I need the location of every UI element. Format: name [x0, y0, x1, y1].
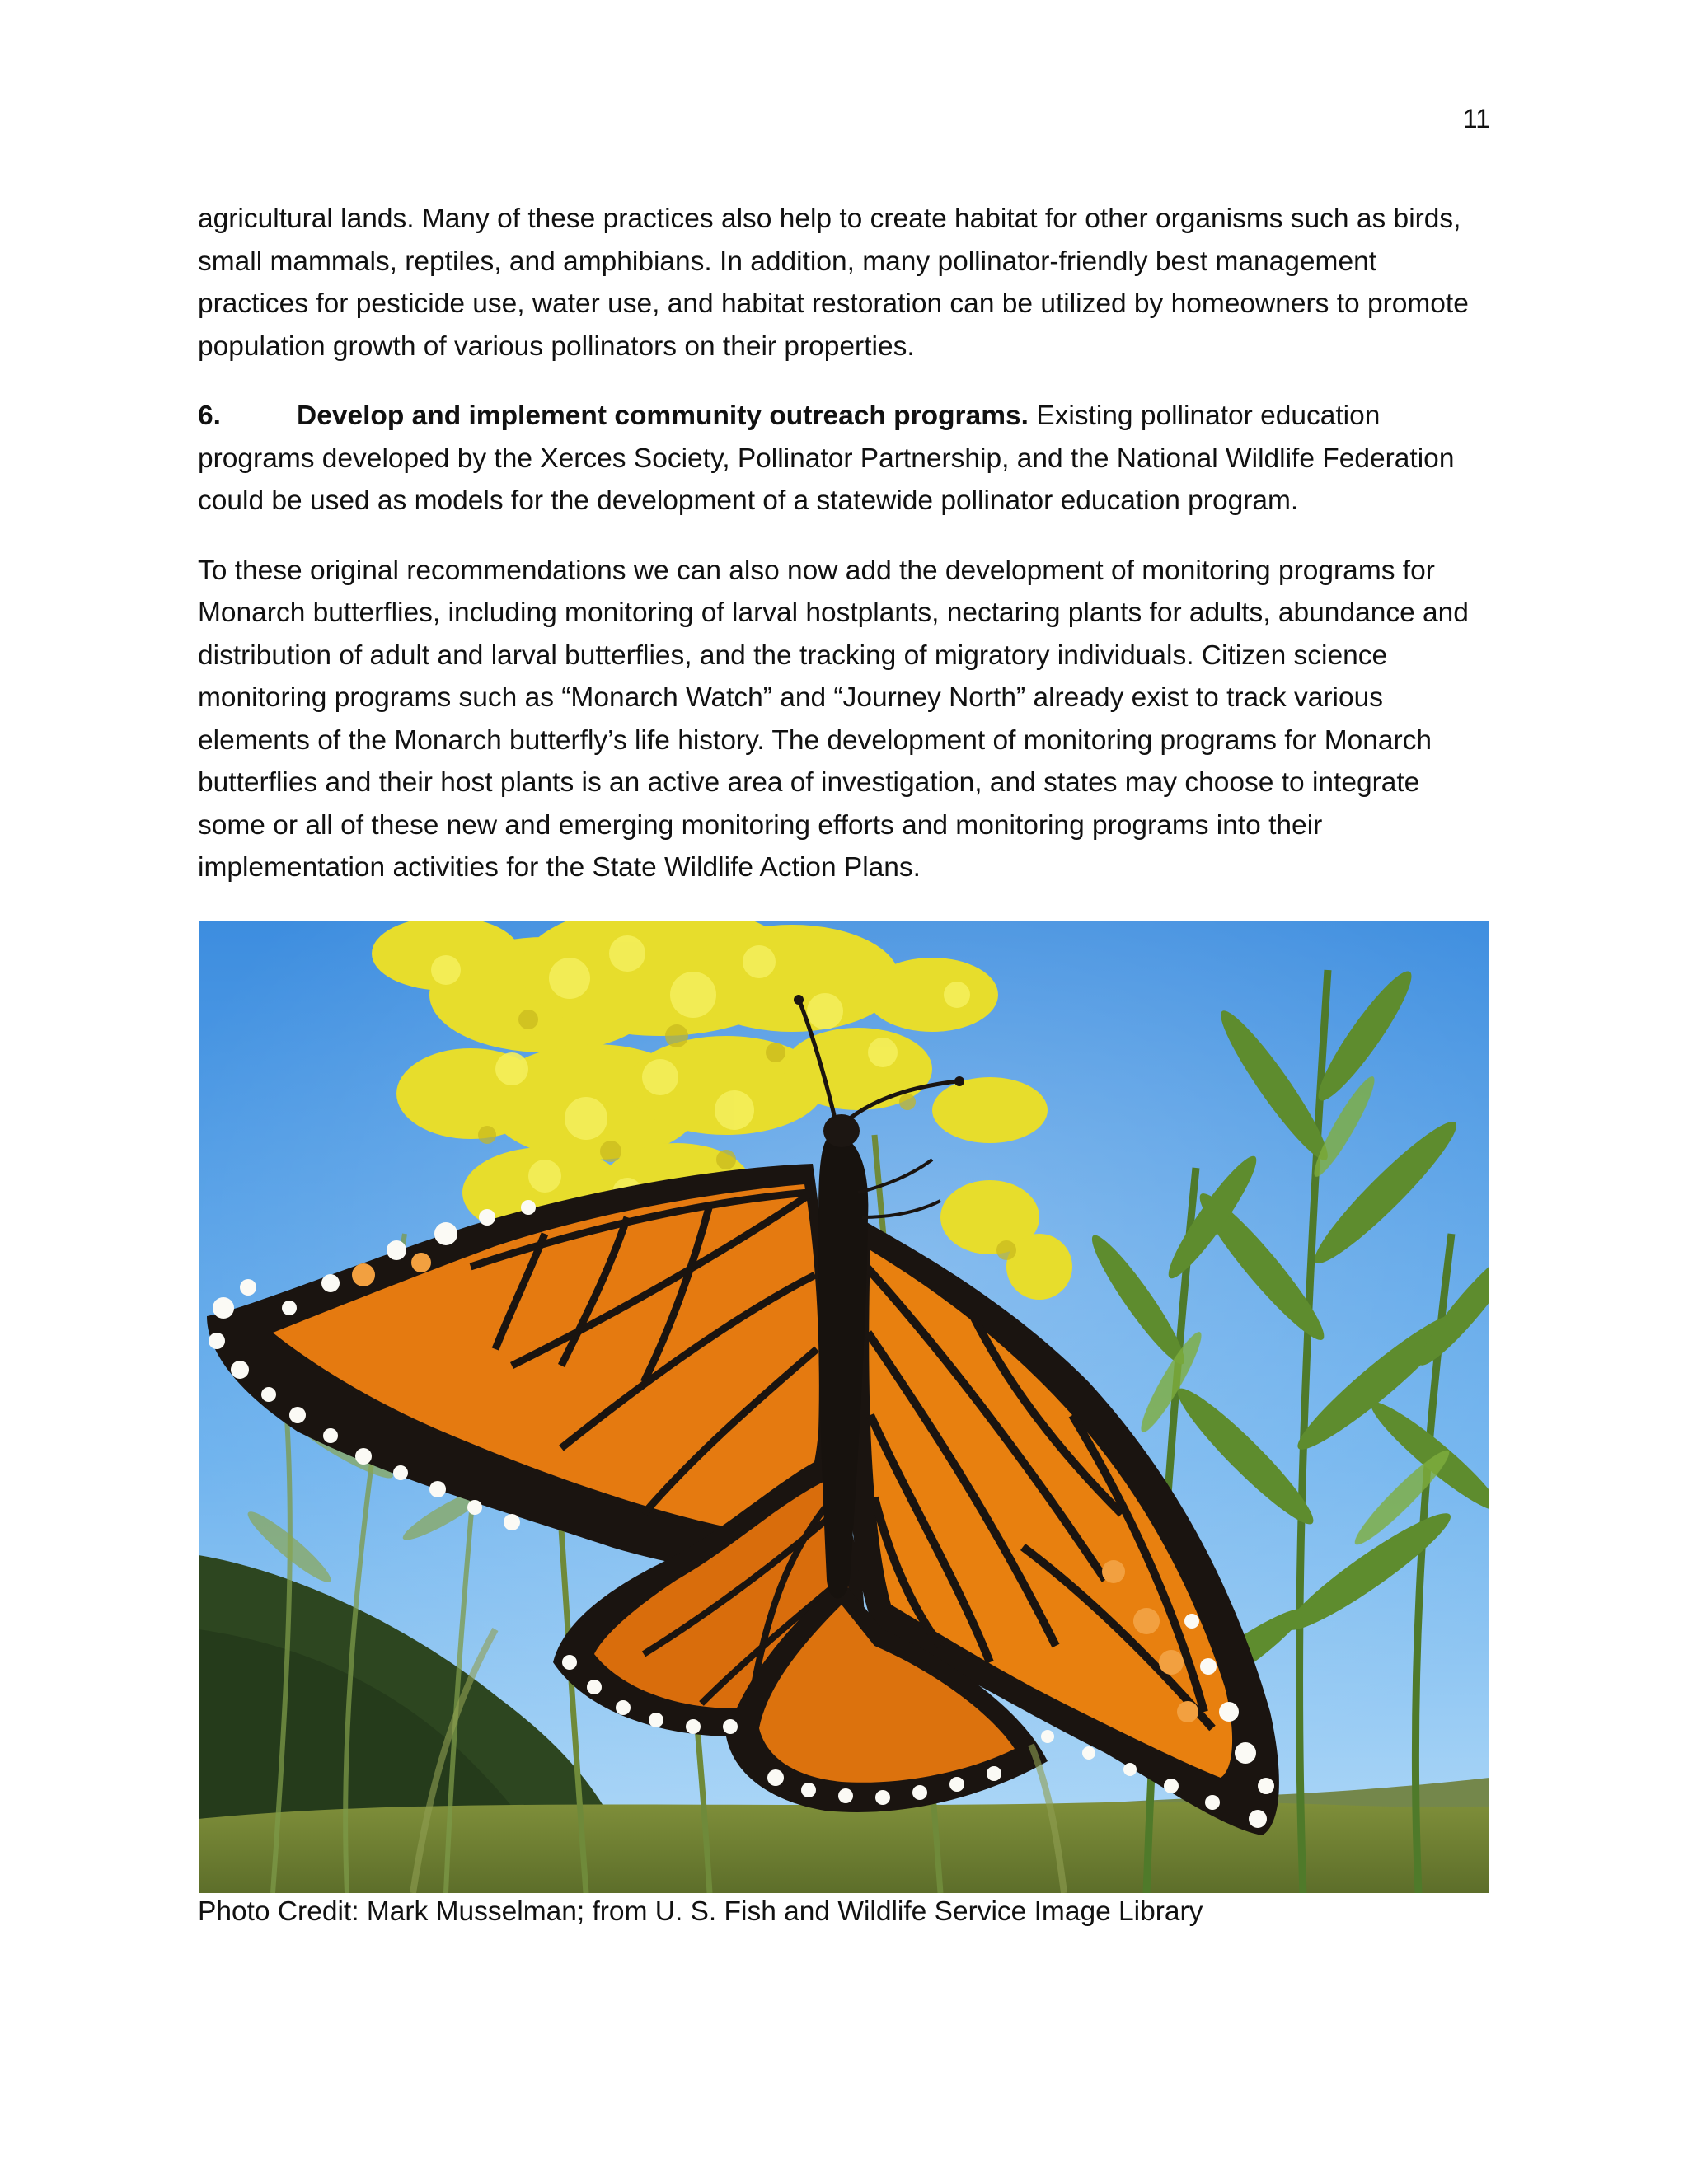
body-text	[198, 198, 1492, 916]
recommendation-heading: Develop and implement community outreach programs.	[297, 401, 1029, 431]
page-number: 11	[1462, 104, 1490, 134]
paragraph-recommendation-6	[198, 395, 1492, 523]
recommendation-body: Existing pollinator education programs developed by the Xerces Society, Pollinator Partnership, and the National Wildlife Federation could be used as models for the development of a statewide pollinator education program.	[198, 401, 1455, 516]
monarch-butterfly-illustration	[199, 921, 1489, 1893]
paragraph-intro: agricultural lands. Many of these practices also help to create habitat for other organisms such as birds, small mammals, reptiles, and amphibians. In addition, many pollinator-friendly best management practices for pesticide use, water use, and habitat restoration can be utilized by homeowners to promote population growth of various pollinators on their properties.	[198, 204, 1469, 362]
photo-caption: Photo Credit: Mark Musselman; from U. S. Fish and Wildlife Service Image Library	[198, 1896, 1203, 1927]
paragraph-monitoring: To these original recommendations we can also now add the development of monitoring programs for Monarch butterflies, including monitoring of larval hostplants, nectaring plants for adults, abundance and distribution of adult and larval butterflies, and the tracking of migratory individuals. Citizen science monitoring programs such as “Monarch Watch” and “Journey North” already exist to track various elements of the Monarch butterfly’s life history. The development of monitoring programs for Monarch butterflies and their host plants is an active area of investigation, and states may choose to integrate some or all of these new and emerging monitoring efforts and monitoring programs into their implementation activities for the State Wildlife Action Plans.	[198, 555, 1469, 883]
monarch-butterfly-photo	[199, 921, 1489, 1893]
list-number: 6.	[198, 401, 221, 431]
